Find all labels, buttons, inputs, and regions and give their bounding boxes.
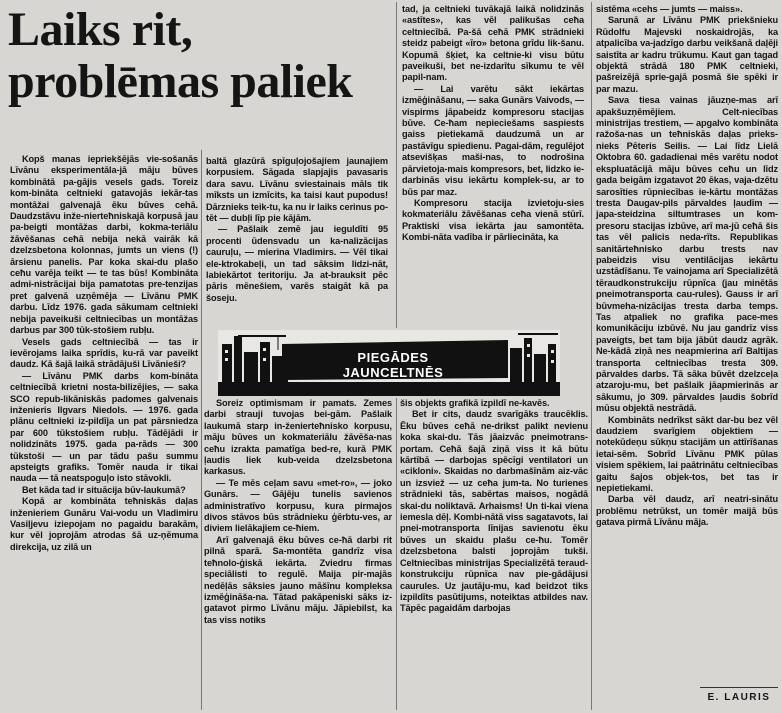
paragraph: Kopā ar kombināta teħniskās daļas inženieriem Gunāru Vai-vodu un Vladimiru Vasiļjevu iziepojam no pagaidu barakām, kur vēl joprojām atrodas šā uz-ņēmuma direkcija, uz zilā un	[10, 496, 201, 552]
paragraph: Bet ir cits, daudz svarīgāks traucēklis. Ēku būves ceħā ne-drikst palikt nevienu koka skai-du. Tās jāaizvāc pneimotrans-portam. Ceħā šajā ziņā viss it kā būtu kārtībā — darbojas spēcīgi ventilatori un «cikloni». Skaidas no darbmašīnām aiz-vāc un izsviež — uz ceħa jum-ta. No turienes strādnieki tās, sabērtas maisos, nogādā skai-du noliktavā. Arhaisms! Un ti-kai viena iemesla dēļ. Kombi-nātā viss sagatavots, lai pnei-motransporta līnijas savienotu ēku būves un skaidu plašu ce-ħu. Tomēr dzelzsbetona balsti joprojām tukši. Celtniecības ministrijas Specializētā teraud-konstrukciju rūpnīca nav pie-gādājusi caurules. Uz jautāju-mu, kad beidzot tiks izpildīts pasūtijums, noteiktas atbildes nav. Tāpēc pagaidām darbojas	[400, 409, 591, 614]
headline-line-1: Laiks rit,	[8, 3, 193, 56]
column-divider	[396, 398, 397, 710]
paragraph: Kompresoru stacija izvietoju-sies kokmateriālu žāvēšanas ceħa vienā stūrī. Praktiski visa iekārta jau samontēta. Kombi-nāta vadība ir pārliecināta, ka	[402, 197, 587, 243]
paragraph: šis objekts grafikā izpildī ne-kavēs.	[400, 398, 550, 408]
paragraph: Soreiz optimismam ir pamats. Zemes darbi strauji tuvojas bei-gām. Pašlaik laukumā starp in-ženierteħnisko korpusu, māju būves un kokmateriālu žāvēša-nas ceħu izrakta pamatīga bed-re, kurā PMK ļaudis liek kub-veida dzelzsbetona karkasus.	[204, 398, 395, 477]
paragraph: — Lai varētu sākt iekārtas izmēģināšanu, — saka Gunārs Vaivods, — vispirms jāpabeidz kompresoru stacijas būve. Ce-ħam nepieciešams saspiests gaiss pietiekamā daudzumā un ar pastāvīgu spiedienu. Pagai-dām, regulējot atsevišķas maši-nas, to nodrošina pārvietoja-mais kompresors, bet, lidzko ie-darbinās visu iekārtu komplek-su, ar to būs par maz.	[402, 83, 587, 197]
paragraph: Darba vēl daudz, arī neatri-sinātu problēmu netrūkst, un tomēr maijā būs gatava pirmā Līvānu māja.	[596, 494, 781, 528]
column-divider	[591, 2, 592, 710]
paragraph: Kombināts nedrīkst sākt dar-bu bez vēl daudziem svarīgiem objektiem — notekūdeņu sūkņu stacijām un attīrīšanas ietai-sēm. Sobrīd Līvānu PMK pūlas visiem spēkiem, lai paātrinātu celtniecības gaitu šajos objek-tos, bet tas ir nepietiekami.	[596, 414, 781, 494]
author-signature: E. LAURIS	[700, 687, 778, 708]
paragraph: Vesels gads celtniecībā — tas ir ievērojams laika sprīdis, ku-rā var paveikt daudz. Kā šajā laikā strādājuši Līvānieši?	[10, 336, 201, 370]
paragraph: Arī galvenajā ēku būves ce-ħā darbi rit pilnā sparā. Sa-montēta gandrīz visa teħnolo-ģiskā iekārta. Zviedru firmas speciālisti to regulē. Maija pir-majās nedēļās sāksies jauno māšīnu kompleksa izmēģināša-na. Tātad pakāpeniski sāks iz-gatavot pirmo Līvānu māju. Jāpiebilst, ka tas viss notiks	[204, 534, 395, 625]
article-column-3-bottom	[400, 398, 591, 710]
paragraph: — Te mēs ceļam savu «met-ro», — joko Gunārs. — Gājēju tunelis savienos administratīvo korpusu, kura pirmajos divos stāvos būs strādnieku ģērbtu-ves, ar diviem lielākajiem ce-ħiem.	[204, 477, 395, 534]
article-column-2-top	[206, 156, 391, 324]
section-badge-title	[288, 350, 498, 380]
paragraph: sistēma «cehs — jumts — maiss».	[596, 4, 743, 14]
paragraph: Bet kāda tad ir situācija būv-laukumā?	[22, 484, 186, 495]
article-column-1	[10, 154, 201, 710]
paragraph: Sarunā ar Līvānu PMK priekšnieku Rūdolfu Majevski noskaidrojās, ka atpalicība va-jadzīgo darbu veikšanā daļēji saistīta ar kadru trūkumu. Kaut gan tagad objektā strādā 180 PMK celtnieki, pašreizējā sprie-gajā posmā šie spēki ir par mazu.	[596, 15, 781, 94]
badge-line-1: PIEGĀDES	[357, 350, 429, 365]
section-badge	[218, 330, 560, 396]
badge-line-2: JAUNCELTNĒS	[342, 365, 444, 380]
paragraph: — Pašlaik zemē jau ieguldīti 95 procenti ūdensvadu un ka-nalizācijas cauruļu, — mierina Vladimirs. — Vēl tikai ele-ktrokabeļi, un tad sāksim lidzi-nāt, labiekārtot teritoriju. Ja at-brauksit pēc pāris mēnešiem, varēs staigāt kā pa šoseju.	[206, 224, 391, 303]
paragraph: tad, ja celtnieki tuvākajā laikā nolidzinās «astītes», kas vēl palikušas ceħa celtniecībā. Pa-šā ceħā PMK strādnieki steidz pabeigt «īro» betona grīdu lik-šanu. Kopumā šķiet, ka celtnie-ki visu būtu paveikuši, bet ne-izdarītu sīkumu te vēl papil-nam.	[402, 4, 587, 83]
paragraph: baltā glazūrā spīguļojošajiem jaunajiem korpusiem. Sāgada slapjajis pavasaris dara savu. Līvānu sviestainais māls tik mīksts un izmīcits, ka taisi kaut pupodus! Dārznieks teik-tu, ka nu ir laiks cerinus po-tēt — dubļi līp pie kājām.	[206, 156, 391, 224]
paragraph: Sava tiesa vainas jāuzņe-mas arī apakšuzņēmējiem. Celt-niecības ministrijas trestiem, — apgalvo kombināta ražoša-nas un teħniskās daļas prieks-nieks Pēteris Seilis. — Lai līdz Lielā Oktobra 60. gadadienai mēs varētu nodot ekspluatācijā māju būves ceħu un līdz gada beigām izgatavot 20 ēkas, vaja-dzētu sarosīties rūpniecības ie-kārtu montāžas trestа Daugav-pils pārvaldes ļaudīm — japa-steidzina siltumtrases un kom-presoru stacijas izbūve, arī ma-jū ceħā šis tas vēl palicis neda-rīts. Republikas sanitārteħnisko darbu trests nav pabeidzis visu ventilācijas iekārtu uzstādīšanu. Te vainojama arī Specializētā tēraudkonstrukciju rūpnīca (jau minētās pneimotransporta cau-rules). Gauss ir arī būvmeha-nizācijas tresta darba temps. Tas atpaliek no grafika pace-mes komunikāciju izbūvē. Nu jau gandrīz viss paveigts, bet tam bija jābūt daudz agrāk. Ne-kādā ziņā nes neapmierina arī Baltijas transporta celtniecības tresta 309. pārvaldes darbs. Tā sāka būvēt dzelzceļa atzaroju-mu, bet pašlaik jāapmierinās ar sākumu, jo 309. pārvaldes ļaudis šobrīd mūsu objektā nestrādā.	[596, 95, 781, 414]
column-divider	[396, 2, 397, 328]
article-column-3-top	[402, 4, 587, 322]
headline-line-2: problēmas paliek	[8, 55, 353, 108]
article-column-4	[596, 4, 781, 684]
article-column-2-bottom	[204, 398, 395, 710]
article-headline	[8, 3, 353, 118]
paragraph: — Līvānu PMK darbs kom-bināta celtniecībā krietni nosta-bilizējies, — saka SCO repub-likāniskās padomes galvenais inženieris Ilgvars Niedols. — 1976. gada plānu celtnieki iz-pildīja un pat pārsniedza par 600 tūkstošiem rubļu. Tādējādi ir nolidzināts 1975. gada pa-rāds — 300 tūkstoši — un par tādu pašu summu apsteigts grafiks. Tomēr nauda ir tikai nauda — tā neatspoguļo isto stāvokli.	[10, 370, 201, 484]
column-divider	[201, 150, 202, 710]
paragraph: Kopš manas iepriekšējās vie-sošanās Līvānu eksperimentāla-jā māju būves kombinātā pa-gājis vesels gads. Toreiz kom-bināta celtnieki gatavojās iekār-tas montāžai galvenajā ēku būves cehā. Daudzstāvu inže-nierteħniskajā korpusā jau pa-beigti montāžas darbi, kokma-teriālu žāvēšanas ceħā nebija nekā vairāk kā dzelzsbetona kolonnas, jumts un viens (!) ārsienu panelis. Par koka skai-du plašo ceħu varēja teikt — te tas būs! Kombināta admi-nistrācijai bija pamatotas pre-tenzijas pret galvenā uzņēmēja — Līvānu PMK darbu. Līdz 1976. gada sākumam celtnieki nebija paveikuši celtniecības un montāžas darbus par 300 tūk-stošiem rubļu.	[10, 154, 201, 336]
